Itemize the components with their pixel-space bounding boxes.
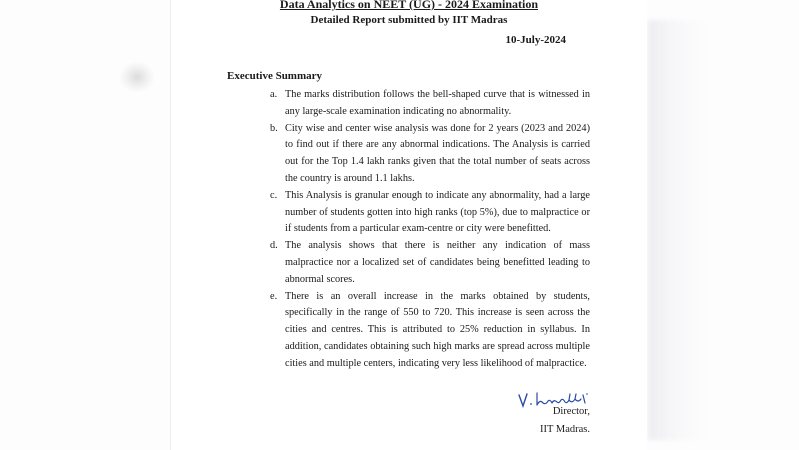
summary-list — [270, 87, 590, 373]
list-item-text: City wise and center wise analysis was done for 2 years (2023 and 2024) to find out if there are any abnormal indications. The Analysis is carried out for the Top 1.4 lakh ranks given that the total number of seats across the country is around 1.1 lakhs. — [285, 122, 590, 184]
scan-shadow — [648, 20, 708, 440]
list-item-text: There is an overall increase in the marks obtained by students, specifically in the range of 550 to 720. This increase is seen across the cities and centres. This is attributed to 25% reduction in syllabus. In addition, candidates obtaining such high marks are spread across multiple cities and multiple centers, indicating very less likelihood of malpractice. — [285, 290, 590, 369]
signatory-designation: Director, — [552, 406, 590, 417]
list-item-text: The analysis shows that there is neither any indication of mass malpractice nor a localized set of candidates being benefitted leading to abnormal scores. — [285, 240, 590, 285]
document-title: Data Analytics on NEET (UG) - 2024 Examination — [279, 0, 539, 11]
list-item — [270, 238, 590, 288]
list-item — [270, 121, 590, 188]
list-item — [270, 289, 590, 373]
list-marker: c. — [270, 189, 278, 201]
scan-smudge — [120, 62, 154, 92]
document-page — [171, 0, 647, 450]
list-item-text: This Analysis is granular enough to indicate any abnormality, had a large number of students gotten into high ranks (top 5%), due to malpractice or if students from a particular exam-centre or city were benefitted. — [285, 189, 590, 235]
list-marker: b. — [270, 122, 278, 134]
list-item — [270, 188, 590, 238]
list-item — [270, 87, 590, 121]
document-date: 10-July-2024 — [505, 34, 566, 46]
list-marker: a. — [270, 89, 278, 100]
document-subtitle: Detailed Report submitted by IIT Madras — [310, 14, 508, 26]
signatory-institution: IIT Madras. — [540, 424, 590, 435]
section-heading: Executive Summary — [227, 70, 323, 82]
list-item-text: The marks distribution follows the bell-shaped curve that is witnessed in any large-scale examination indicating no abnormality. — [285, 89, 590, 117]
list-marker: e. — [270, 290, 278, 302]
list-marker: d. — [270, 240, 278, 252]
